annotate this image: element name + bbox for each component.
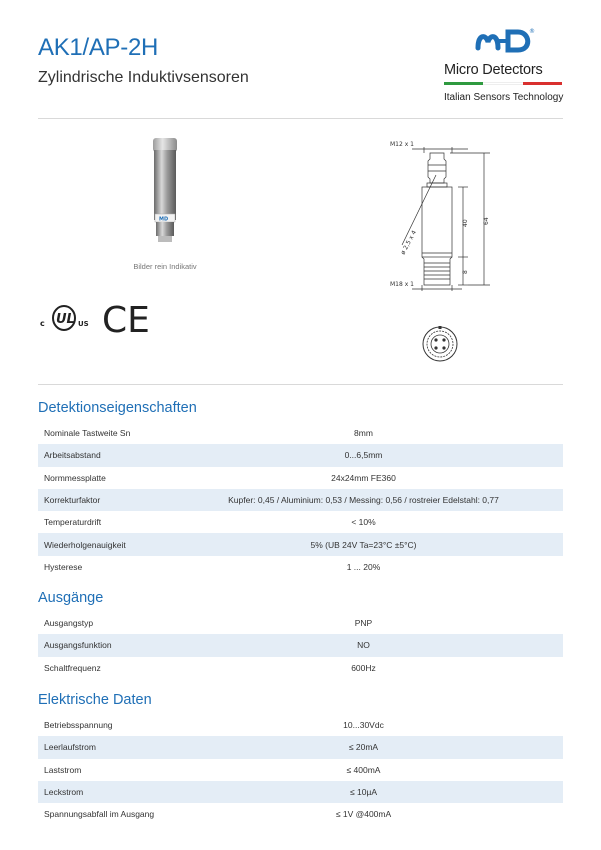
electrical-data-table (38, 714, 563, 825)
table-row (38, 612, 563, 634)
brand-tagline: Italian Sensors Technology (444, 92, 564, 103)
table-row (38, 803, 563, 825)
row-label: Nominale Tastweite Sn (44, 428, 131, 439)
ul-us-label: US (78, 320, 89, 328)
table-row (38, 781, 563, 803)
table-row (38, 533, 563, 555)
ce-mark-icon (100, 300, 156, 336)
italian-flag-stripe (444, 82, 562, 85)
registered-mark: ® (529, 28, 535, 35)
row-value: 600Hz (351, 662, 376, 673)
section-title-outputs: Ausgänge (38, 590, 104, 606)
row-value: < 10% (351, 517, 376, 528)
table-row (38, 736, 563, 758)
table-row (38, 714, 563, 736)
ce-label: CE (102, 300, 150, 336)
section-title-electrical: Elektrische Daten (38, 692, 152, 708)
row-value: 24x24mm FE360 (331, 472, 396, 483)
row-label: Temperaturdrift (44, 517, 102, 528)
table-row (38, 657, 563, 679)
content-divider (38, 384, 563, 385)
brand-logo (444, 26, 566, 110)
row-value: PNP (354, 618, 373, 629)
page-subtitle: Zylindrische Induktivsensoren (38, 69, 249, 86)
sensor-product-image (145, 132, 185, 252)
row-label: Spannungsabfall im Ausgang (44, 809, 155, 820)
row-value: ≤ 400mA (346, 764, 381, 775)
row-label: Korrekturfaktor (44, 495, 101, 506)
row-label: Laststrom (44, 764, 82, 775)
ul-c-label: c (40, 319, 45, 328)
connector-pinout-icon (420, 324, 460, 364)
row-label: Ausgangstyp (44, 618, 94, 629)
row-value: 1 ... 20% (346, 561, 381, 572)
table-row (38, 422, 563, 444)
table-row (38, 759, 563, 781)
row-value: 8mm (354, 428, 373, 439)
md-logo-icon (474, 26, 536, 56)
dimension-40: 40 (462, 219, 469, 227)
ul-certification-icon (38, 304, 94, 332)
row-value: NO (357, 640, 370, 651)
row-label: Leerlaufstrom (44, 742, 96, 753)
dimension-8: 8 (462, 270, 469, 274)
row-value: ≤ 20mA (348, 742, 379, 753)
row-label: Betriebsspannung (44, 720, 113, 731)
row-label: Normmessplatte (44, 472, 106, 483)
row-value: 5% (UB 24V Ta=23°C ±5°C) (310, 539, 417, 550)
header-divider (38, 118, 563, 119)
row-value: 10...30Vdc (343, 720, 384, 731)
row-label: Schaltfrequenz (44, 662, 101, 673)
row-label: Wiederholgenauigkeit (44, 539, 126, 550)
dimension-drawing (372, 135, 502, 295)
row-label: Hysterese (44, 561, 83, 572)
row-value: 0...6,5mm (344, 450, 383, 461)
image-caption: Bilder rein Indikativ (133, 262, 197, 271)
row-value: Kupfer: 0,45 / Aluminium: 0,53 / Messing: 0,56 / rostreier Edelstahl: 0,77 (228, 495, 499, 506)
row-label: Arbeitsabstand (44, 450, 101, 461)
certification-marks (38, 300, 158, 336)
table-row (38, 511, 563, 533)
row-value: ≤ 1V @400mA (335, 809, 392, 820)
svg-text:MD: MD (159, 216, 169, 223)
row-label: Leckstrom (44, 787, 84, 798)
brand-name: Micro Detectors (444, 62, 543, 78)
detection-properties-table (38, 422, 563, 578)
row-value: ≤ 10µA (349, 787, 378, 798)
outputs-table (38, 612, 563, 679)
thread-top-label: M12 x 1 (390, 141, 414, 148)
page-title: AK1/AP-2H (38, 34, 159, 61)
table-row (38, 556, 563, 578)
table-row (38, 467, 563, 489)
table-row (38, 489, 563, 511)
row-label: Ausgangsfunktion (44, 640, 112, 651)
svg-text:UL: UL (56, 312, 75, 327)
dimension-64: 64 (483, 217, 490, 225)
table-row (38, 634, 563, 656)
table-row (38, 444, 563, 466)
diameter-note: ø 2,5 x 4 (399, 229, 419, 256)
section-title-detection: Detektionseigenschaften (38, 400, 197, 416)
thread-bottom-label: M18 x 1 (390, 281, 414, 288)
